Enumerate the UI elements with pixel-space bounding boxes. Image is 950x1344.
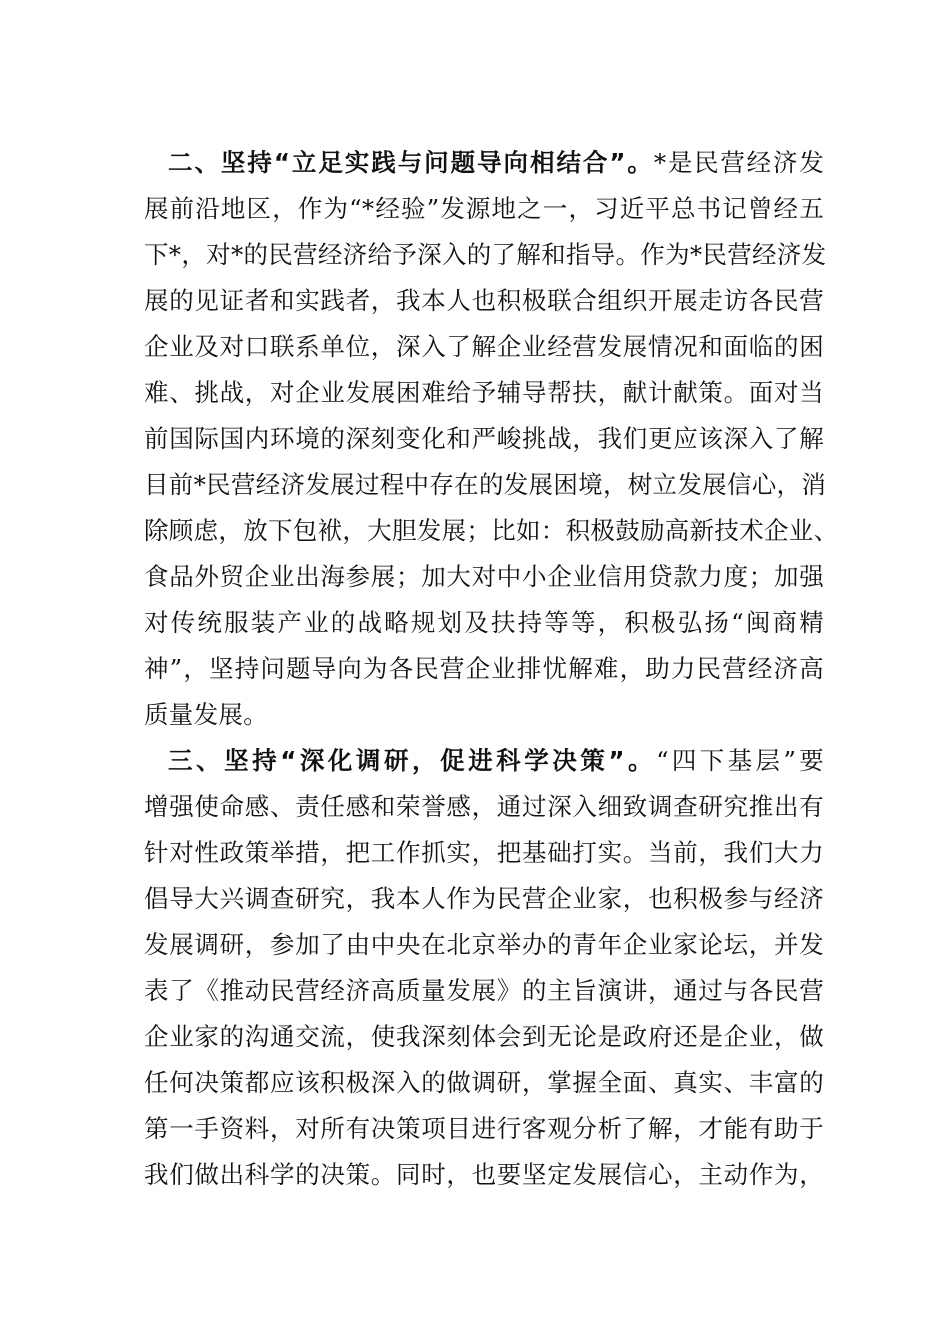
body-line: 企业家的沟通交流，使我深刻体会到无论是政府还是企业，做 [144,1022,824,1051]
body-line: 企业及对口联系单位，深入了解企业经营发展情况和面临的困 [144,332,824,361]
section-2-first-line [144,140,824,186]
body-line: 目前*民营经济发展过程中存在的发展困境，树立发展信心，消 [144,470,827,499]
section-2-first-line-text: *是民营经济发 [653,148,825,177]
body-line: 针对性政策举措，把工作抓实，把基础打实。当前，我们大力 [144,838,824,867]
section-3-paragraph [144,738,824,1198]
body-line: 难、挑战，对企业发展困难给予辅导帮扶，献计献策。面对当 [144,378,824,407]
body-line: 前国际国内环境的深刻变化和严峻挑战，我们更应该深入了解 [144,424,824,453]
body-line: 任何决策都应该积极深入的做调研，掌握全面、真实、丰富的 [144,1068,824,1097]
body-line: 除顾虑，放下包袱，大胆发展；比如：积极鼓励高新技术企业、 [144,516,839,545]
body-line: 我们做出科学的决策。同时，也要坚定发展信心，主动作为， [144,1160,824,1189]
body-line: 展的见证者和实践者，我本人也积极联合组织开展走访各民营 [144,286,824,315]
body-line: 增强使命感、责任感和荣誉感，通过深入细致调查研究推出有 [144,792,824,821]
document-page [144,140,839,1198]
body-line: 展前沿地区，作为“*经验”发源地之一，习近平总书记曾经五 [144,194,824,223]
body-line: 食品外贸企业出海参展；加大对中小企业信用贷款力度；加强 [144,562,824,591]
body-line: 发展调研，参加了由中央在北京举办的青年企业家论坛，并发 [144,930,824,959]
section-3-first-line-text: “四下基层”要 [656,746,824,775]
section-2-paragraph [144,140,839,738]
body-line: 第一手资料，对所有决策项目进行客观分析了解，才能有助于 [144,1114,824,1143]
body-line: 下*，对*的民营经济给予深入的了解和指导。作为*民营经济发 [144,240,827,269]
section-2-heading: 二、坚持“立足实践与问题导向相结合”。 [168,148,654,177]
body-line: 质量发展。 [144,700,268,729]
body-line: 神”，坚持问题导向为各民营企业排忧解难，助力民营经济高 [144,654,824,683]
body-line: 表了《推动民营经济高质量发展》的主旨演讲，通过与各民营 [144,976,824,1005]
section-3-first-line [144,738,824,784]
body-line: 倡导大兴调查研究，我本人作为民营企业家，也积极参与经济 [144,884,824,913]
section-3-heading: 三、坚持“深化调研，促进科学决策”。 [168,746,657,775]
body-line: 对传统服装产业的战略规划及扶持等等，积极弘扬“闽商精 [144,608,824,637]
